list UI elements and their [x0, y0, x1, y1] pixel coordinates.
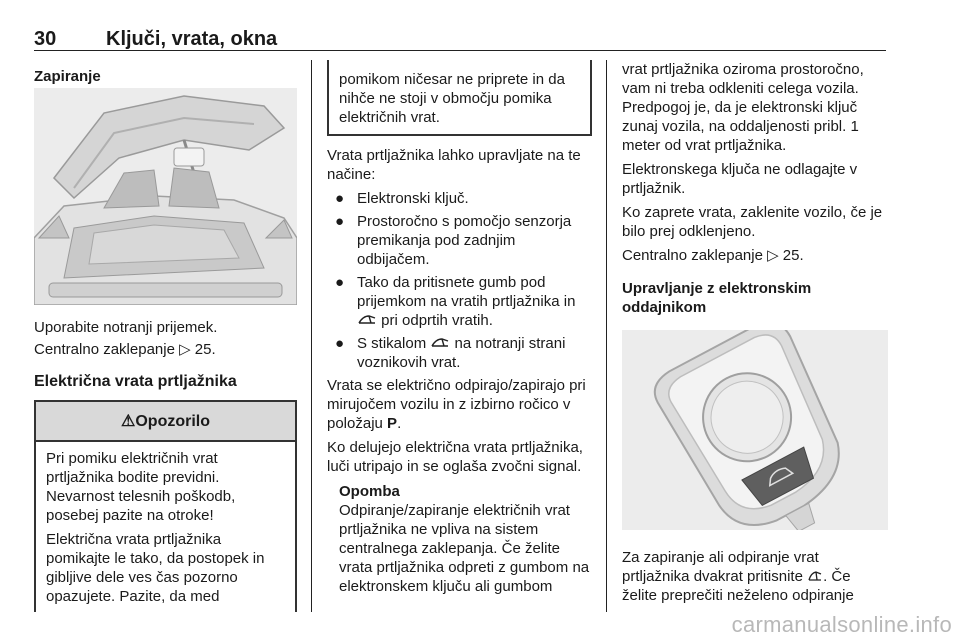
col3-text-1: vrat prtljažnika oziroma prostoročno, vam ni treba odkleniti celega vozila. Predpogoj je, da je elektronski ključ zunaj vozila, na oddaljenosti pribl. 1 meter od vrat prtljažnika.	[622, 61, 864, 154]
note-title: Opomba	[339, 483, 400, 500]
list-item: ● S stikalom na notranji strani voznikovih vrat.	[335, 335, 566, 371]
note-text: Odpiranje/zapiranje električnih vrat prtljažnika ne vpliva na sistem centralnega zaklepanja. Če želite vrata prtljažnika odpreti z gumbom na elektronskem ključu ali gumbom	[339, 502, 590, 595]
page-header	[34, 26, 886, 52]
warning-body	[36, 442, 295, 613]
text-central-locking: Centralno zaklepanje ▷ 25.	[34, 341, 216, 358]
header-rule	[34, 50, 886, 51]
watermark: carmanualsonline.info	[731, 612, 952, 637]
column-3-lower	[622, 548, 888, 605]
col3-text-2: Elektronskega ključa ne odlagajte v prtljažnik.	[622, 161, 858, 197]
col3-central-locking-ref: Centralno zaklepanje ▷ 25.	[622, 247, 804, 264]
warning-header: ⚠Opozorilo	[36, 402, 295, 442]
page-ref-arrow-icon: ▷	[767, 247, 783, 264]
heading-remote-control: Upravljanje z elektronskim oddajnikom	[622, 280, 812, 316]
section-title-power-liftgate: Električna vrata prtljažnika	[34, 373, 237, 390]
column-divider-2	[606, 60, 607, 612]
tailgate-illustration	[34, 88, 297, 305]
column-2	[327, 146, 592, 596]
page-number: 30	[34, 28, 57, 50]
warning-text-1: Pri pomiku električnih vrat prtljažnika bodite previdni. Nevarnost telesnih poškodb, posebej pazite na otroke!	[46, 450, 236, 524]
col3-text-5: Za zapiranje ali odpiranje vrat prtljažnika dvakrat pritisnite . Če želite preprečiti neželeno odpiranje	[622, 549, 854, 604]
note-block	[327, 482, 592, 596]
chapter-title: Ključi, vrata, okna	[106, 28, 278, 50]
liftgate-switch-icon	[430, 337, 450, 349]
column-3	[622, 60, 888, 317]
text-use-handle: Uporabite notranji prijemek.	[34, 319, 218, 336]
warning-box	[34, 400, 297, 612]
operation-intro: Vrata prtljažnika lahko upravljate na te načine:	[327, 147, 581, 183]
page-ref-arrow-icon: ▷	[179, 341, 195, 358]
warning-text-2: Električna vrata prtljažnika pomikajte le tako, da postopek in gibljive dele ves čas pozorno opazujete. Pazite, da med	[46, 531, 265, 605]
warning-continuation-text: pomikom ničesar ne priprete in da nihče ne stoji v območju pomika električnih vrat.	[339, 71, 565, 126]
gear-selector-text: Vrata se električno odpirajo/zapirajo pri mirujočem vozilu in z izbirno ročico v položaju P.	[327, 377, 586, 432]
heading-zapiranje: Zapiranje	[34, 68, 101, 85]
column-1-lower	[34, 318, 297, 391]
liftgate-icon	[357, 314, 377, 326]
column-divider-1	[311, 60, 312, 612]
column-1	[34, 60, 297, 86]
col3-text-3: Ko zaprete vrata, zaklenite vozilo, če je bilo prej odklenjeno.	[622, 204, 883, 240]
list-item: ● Elektronski ključ.	[335, 190, 469, 207]
warning-continuation-box	[327, 60, 592, 136]
signal-text: Ko delujejo električna vrata prtljažnika, luči utripajo in se oglaša zvočni signal.	[327, 439, 583, 475]
warning-triangle-icon: ⚠	[121, 413, 136, 430]
liftgate-button-icon	[807, 570, 823, 582]
list-item: ● Prostoročno s pomočjo senzorja premikanja pod zadnjim odbijačem.	[335, 213, 572, 268]
list-item: ● Tako da pritisnete gumb pod prijemkom na vratih prtljažnika in pri odprtih vratih.	[335, 274, 576, 329]
key-fob-illustration	[622, 330, 888, 530]
operation-methods-list	[327, 189, 592, 372]
